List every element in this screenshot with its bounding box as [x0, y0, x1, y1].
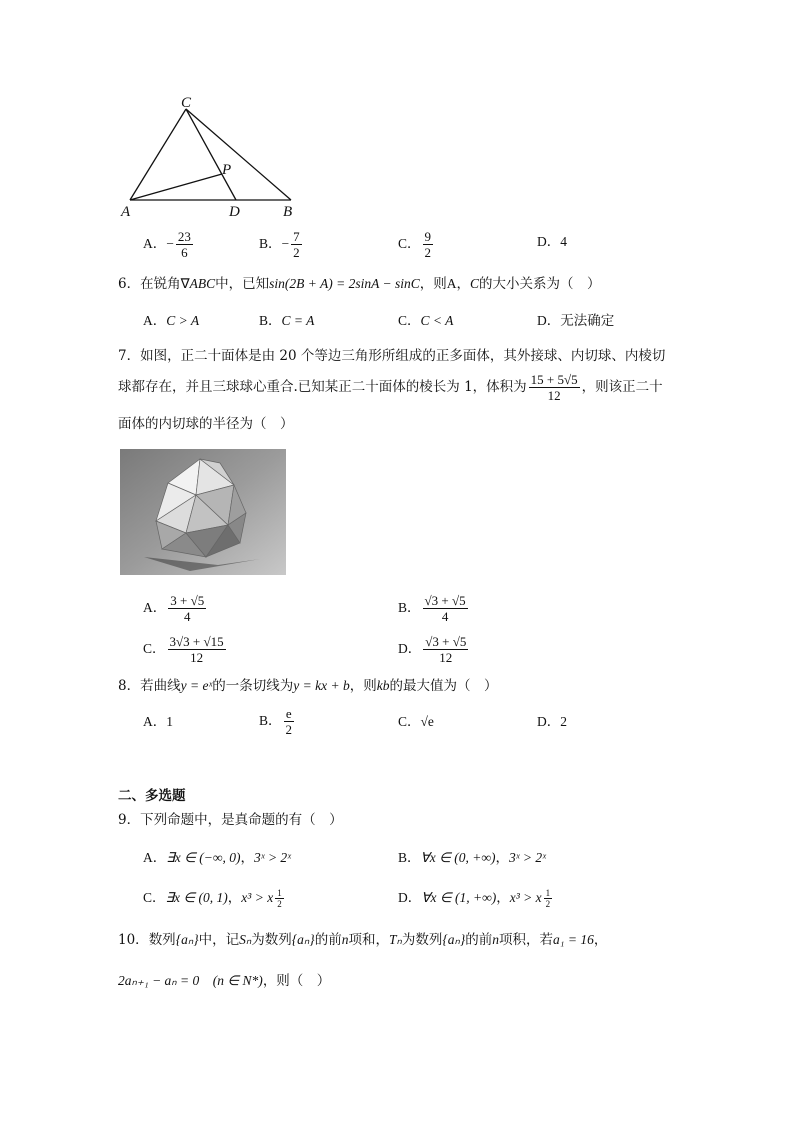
q8-option-b[interactable]: B． $\frac{e}{2}$ [259, 706, 293, 737]
label-c: C [181, 95, 192, 111]
q7-option-d[interactable]: D． $\frac{√3 + √5}{12}$ [398, 634, 467, 665]
q7-option-c[interactable]: C． $\frac{3√3 + √15}{12}$ [143, 634, 224, 665]
q5-option-a[interactable]: A．− $\frac{23}{6}$ [143, 229, 191, 260]
q9-option-d[interactable]: D．∀x ∈ (1, +∞)，x³ > x $\frac{1}{2}$ [398, 888, 551, 909]
fraction: $\frac{√3 + √5}{4}$ [424, 593, 466, 624]
fraction: $\frac{9}{2}$ [424, 229, 432, 260]
fraction: $\frac{3√3 + √15}{12}$ [169, 634, 224, 665]
q6-option-d[interactable]: D．无法确定 [537, 313, 615, 329]
fraction: $\frac{7}{2}$ [293, 229, 300, 260]
icosahedron-image [120, 449, 286, 575]
exponent-fraction: $\frac{1}{2}$ [277, 888, 282, 909]
q8-option-a[interactable]: A．1 [143, 714, 173, 729]
label-a: A [121, 204, 131, 220]
question-9-text: 9．下列命题中，是真命题的有（ ） [118, 812, 343, 828]
label-p: P [222, 162, 232, 178]
label-d: D [229, 204, 240, 220]
q9-option-c[interactable]: C．∃x ∈ (0, 1)，x³ > x $\frac{1}{2}$ [143, 888, 282, 909]
q6-option-a[interactable]: A．C > A [143, 313, 200, 328]
question-8-text: 8．若曲线y = eˣ的一条切线为y = kx + b，则kb的最大值为（ ） [118, 678, 498, 694]
q8-option-d[interactable]: D．2 [537, 714, 567, 729]
q9-option-a[interactable]: A．∃x ∈ (−∞, 0)，3ˣ > 2ˣ [143, 850, 291, 866]
exponent-fraction: $\frac{1}{2}$ [545, 888, 551, 909]
fraction: $\frac{23}{6}$ [177, 229, 191, 260]
q6-option-c[interactable]: C．C < A [398, 313, 454, 328]
q7-option-a[interactable]: A． $\frac{3 + √5}{4}$ [143, 593, 205, 624]
triangle-figure [115, 95, 305, 220]
fraction: $\frac{√3 + √5}{12}$ [425, 634, 467, 665]
question-6-text: 6．在锐角∇ABC中，已知sin(2B + A) = 2sinA − sinC，则A，C的大小关系为（ ） [118, 276, 601, 292]
question-7-line3: 面体的内切球的半径为（ ） [118, 416, 294, 432]
q7-option-b[interactable]: B． $\frac{√3 + √5}{4}$ [398, 593, 466, 624]
q5-option-b[interactable]: B．− $\frac{7}{2}$ [259, 229, 300, 260]
label-b: B [283, 204, 293, 220]
q6-option-b[interactable]: B．C = A [259, 313, 315, 328]
volume-fraction: $\frac{15 + 5√5}{12}$ [530, 372, 578, 403]
q9-option-b[interactable]: B．∀x ∈ (0, +∞)，3ˣ > 2ˣ [398, 850, 546, 866]
q8-option-c[interactable]: C．√e [398, 714, 434, 729]
question-10-line2: 2aₙ₊₁ − aₙ = 0 (n ∈ N*)，则（ ） [118, 973, 331, 989]
fraction: $\frac{e}{2}$ [285, 706, 293, 737]
q5-option-d[interactable]: D．4 [537, 234, 567, 249]
fraction: $\frac{3 + √5}{4}$ [170, 593, 205, 624]
question-10-line1: 10．数列{aₙ}中，记Sₙ为数列{aₙ}的前n项和，Tₙ为数列{aₙ}的前n项积，若a₁ = 16， [118, 932, 608, 948]
question-7-line2: 球都存在，并且三球球心重合.已知某正二十面体的棱长为 1，体积为 $\frac{15 + 5√5}{12}$ ，则该正二十 [118, 372, 663, 403]
q5-option-c[interactable]: C． $\frac{9}{2}$ [398, 229, 432, 260]
section-title: 二、多选题 [118, 788, 186, 804]
question-7-line1: 7．如图，正二十面体是由 20 个等边三角形所组成的正多面体，其外接球、内切球、内棱切 [118, 348, 666, 364]
